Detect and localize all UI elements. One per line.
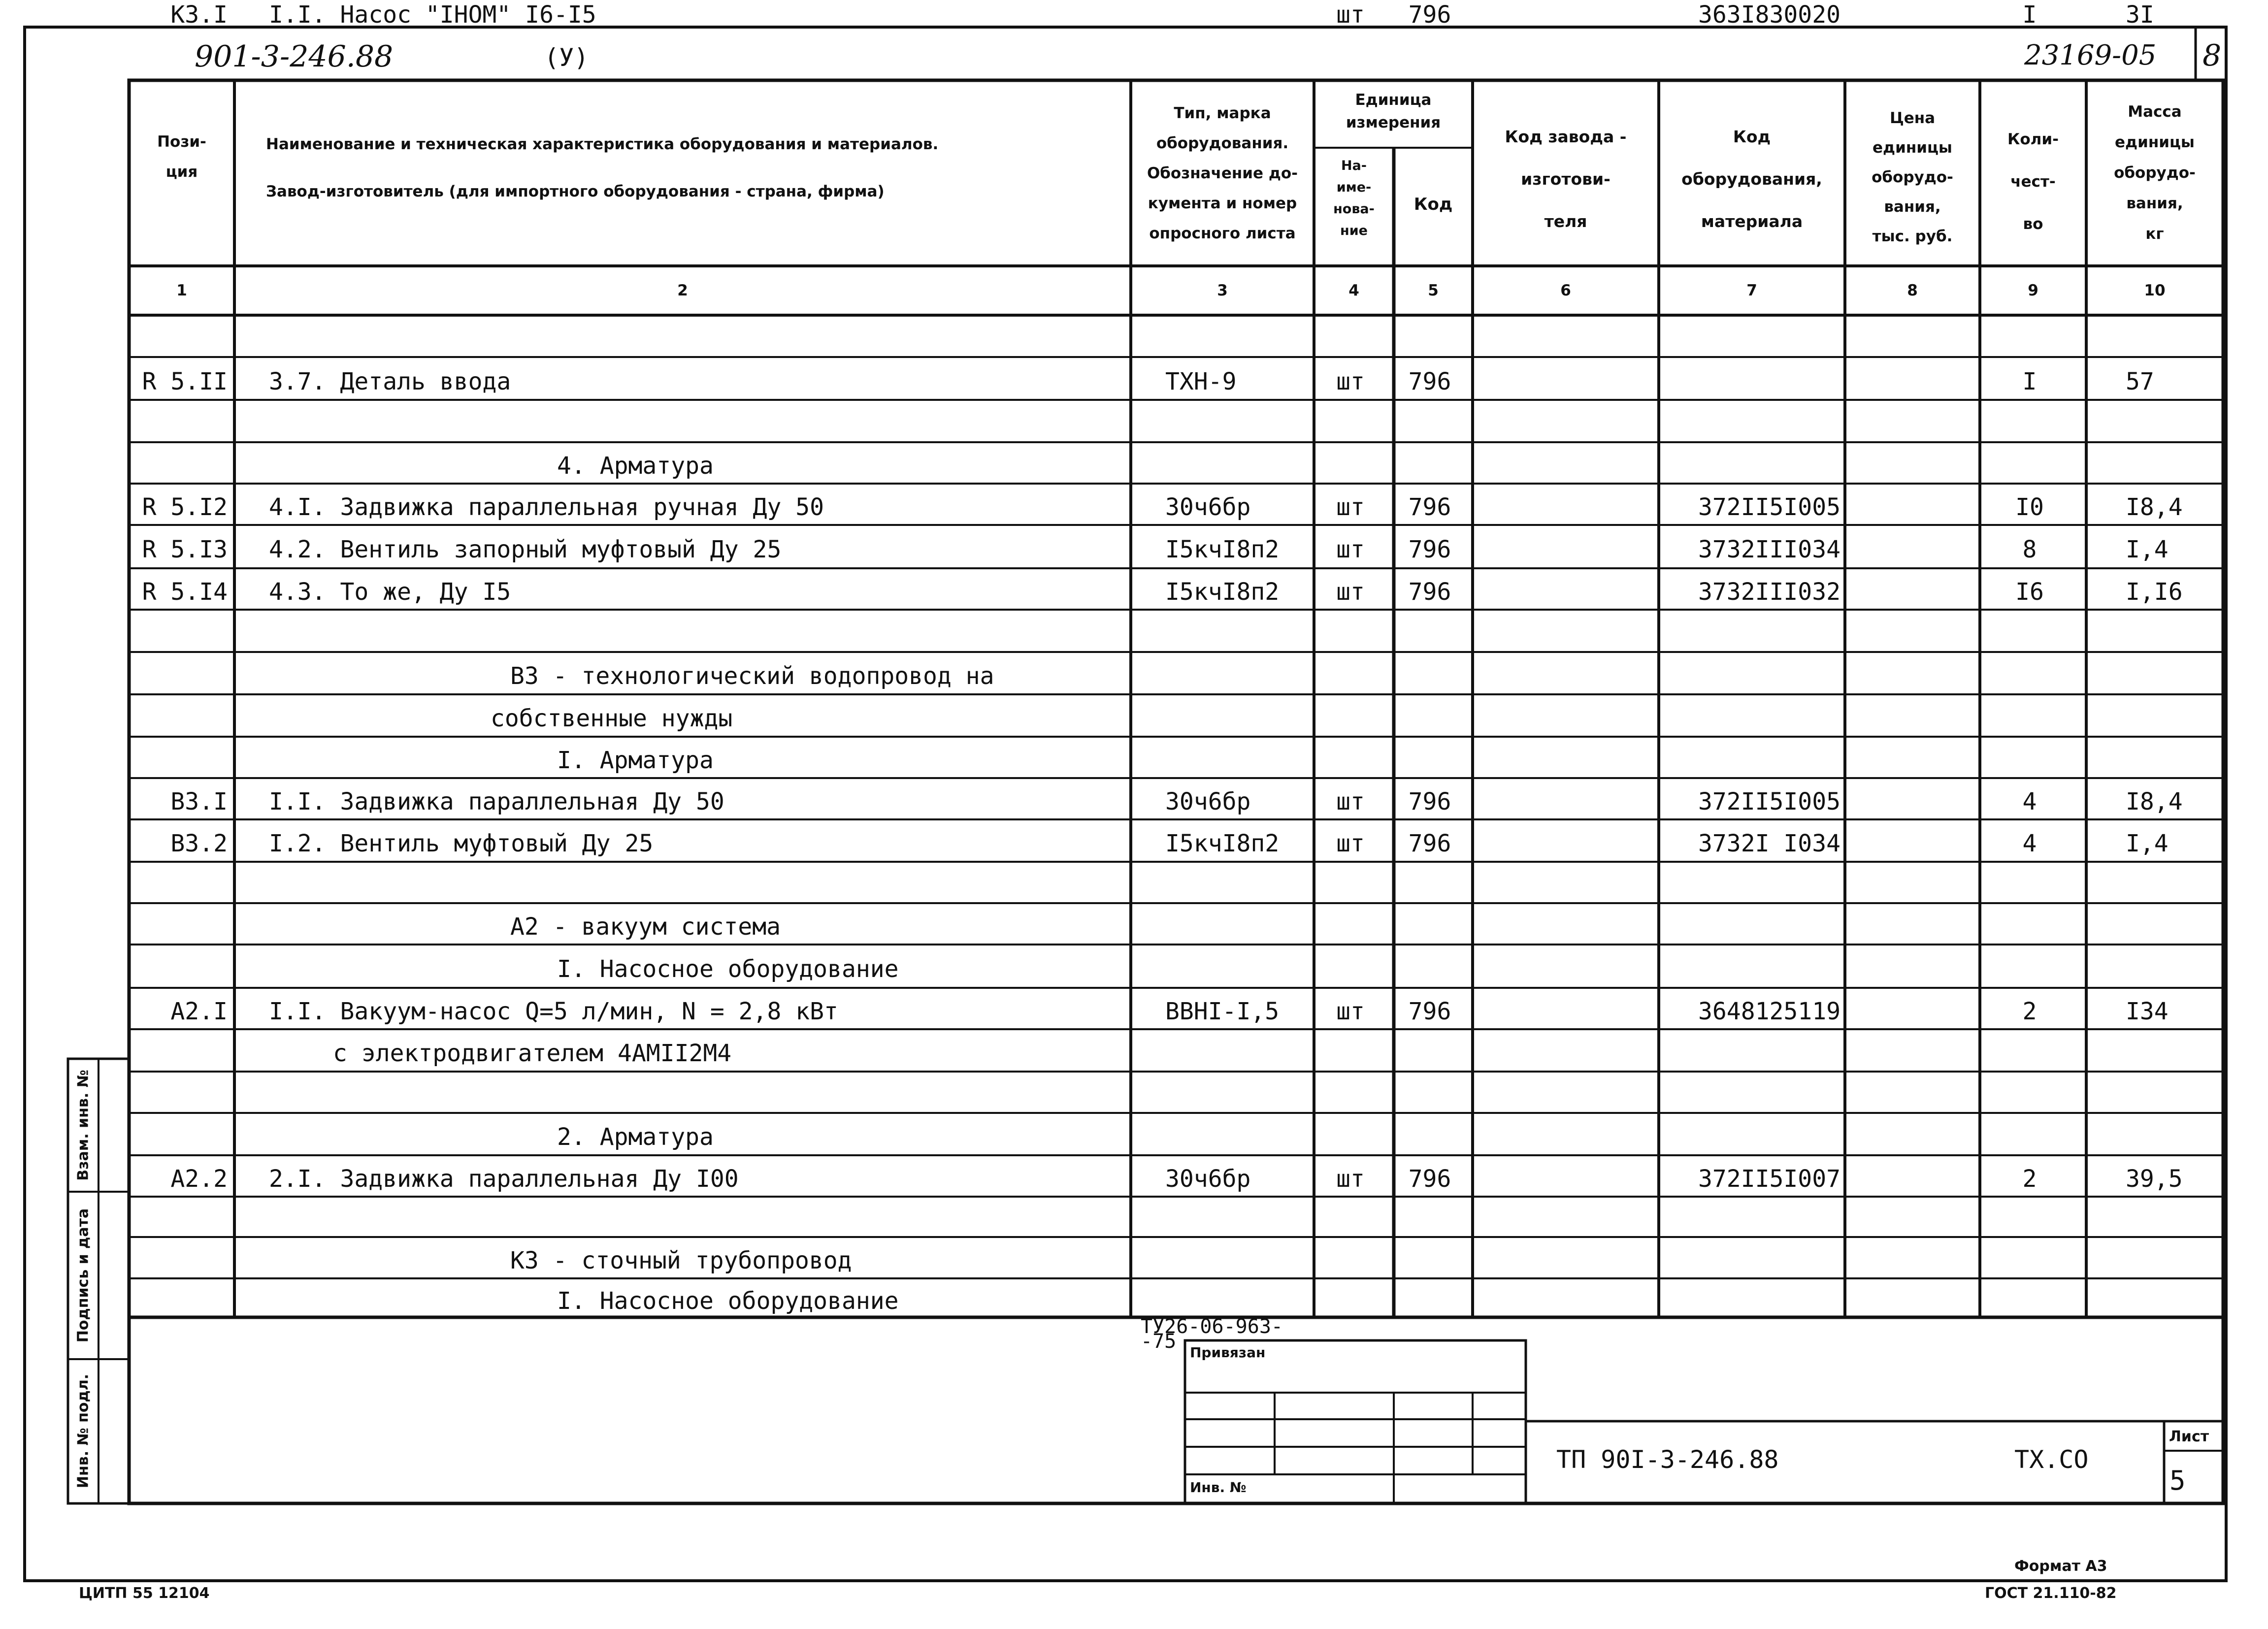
col-header-type: Тип, марка оборудования. Обозначение до- кумента и номер опросного листа (1147, 104, 1298, 242)
cell-mass: 3I (2126, 1, 2154, 29)
sheet-label: Лист (2169, 1428, 2209, 1445)
cell-unit: шт (1336, 493, 1365, 521)
col-number: 10 (2144, 282, 2166, 299)
col-header-equip-code: Код оборудования, материала (1681, 127, 1822, 231)
cell-qty: I0 (2015, 493, 2044, 521)
cell-type: 30ч6бр (1165, 493, 1251, 521)
cell-mass: I8,4 (2126, 788, 2183, 815)
cell-pos: R 5.I2 (142, 493, 228, 521)
sheet-number: 5 (2169, 1465, 2186, 1496)
col-number: 8 (1907, 282, 1918, 299)
cell-code: 796 (1408, 1, 1451, 29)
cell-pos: А2.I (170, 998, 228, 1025)
cell-name: 4. Арматура (557, 452, 714, 480)
col-number: 3 (1217, 282, 1228, 299)
cell-qty: 8 (2022, 536, 2037, 563)
col-header-unit-code: Код (1413, 195, 1453, 214)
cell-name: I. Насосное оборудование (557, 955, 899, 983)
col-header-factory: Код завода - изготови- теля (1505, 127, 1627, 231)
cell-code: 796 (1408, 998, 1451, 1025)
cell-unit: шт (1336, 1165, 1365, 1193)
col-number: 4 (1348, 282, 1359, 299)
cell-name: 4.I. Задвижка параллельная ручная Ду 50 (269, 493, 824, 521)
cell-type: ТХН-9 (1165, 367, 1237, 395)
cell-pos: R 5.II (142, 367, 228, 395)
cell-name: В3 - технологический водопровод на (510, 662, 994, 690)
col-header-qty: Коли- чест- во (2007, 130, 2059, 233)
archive-code: 23169-05 (2024, 39, 2157, 71)
inv-no-label: Инв. № (1190, 1479, 1247, 1496)
cell-unit: шт (1336, 998, 1365, 1025)
cell-unit: шт (1336, 536, 1365, 563)
cell-qty: I6 (2015, 578, 2044, 606)
cell-code: 796 (1408, 788, 1451, 815)
col-number: 9 (2028, 282, 2038, 299)
cell-mass: I8,4 (2126, 493, 2183, 521)
cell-code: 796 (1408, 493, 1451, 521)
cell-unit: шт (1336, 830, 1365, 857)
cell-mass: I34 (2126, 998, 2169, 1025)
cell-qty: 2 (2022, 1165, 2037, 1193)
cell-name: 2.I. Задвижка параллельная Ду I00 (269, 1165, 739, 1193)
title-mark: ТХ.СО (2014, 1445, 2089, 1474)
cell-name: I. Насосное оборудование (557, 1287, 899, 1315)
cell-name: I. Арматура (557, 747, 714, 774)
cell-qty: I (2022, 367, 2037, 395)
col-header-unit-name: На- име- нова- ние (1333, 158, 1375, 238)
stamp-inv-podl: Инв. № подл. (74, 1373, 92, 1489)
cell-equip: 372II5I005 (1698, 493, 1841, 521)
cell-type: I5кчI8п2 (1165, 536, 1280, 563)
doc-mark: (У) (544, 43, 589, 72)
footer-gost: ГОСТ 21.110-82 (1985, 1585, 2117, 1602)
privyazan-label: Привязан (1190, 1344, 1266, 1361)
cell-name: I.2. Вентиль муфтовый Ду 25 (269, 830, 654, 857)
cell-name: I.I. Насос "IНОМ" I6-I5 (269, 1, 596, 29)
cell-unit: шт (1336, 1, 1365, 29)
cell-type: 30ч6бр (1165, 1165, 1251, 1193)
cell-name: I.I. Вакуум-насос Q=5 л/мин, N = 2,8 кВт (269, 998, 838, 1025)
doc-code-handwritten: 901-3-246.88 (195, 39, 394, 74)
cell-qty: I (2022, 1, 2037, 29)
cell-pos: R 5.I4 (142, 578, 228, 606)
cell-name: 2. Арматура (557, 1123, 714, 1151)
footer-format: Формат А3 (2014, 1558, 2107, 1575)
cell-type: 30ч6бр (1165, 788, 1251, 815)
cell-name: А2 - вакуум система (510, 913, 781, 941)
cell-name: с электродвигателем 4АМII2М4 (333, 1040, 732, 1067)
cell-name: К3 - сточный трубопровод (510, 1247, 852, 1274)
cell-name: собственные нужды (491, 705, 733, 732)
cell-type: ВВНI-I,5 (1165, 998, 1280, 1025)
cell-type: I5кчI8п2 (1165, 830, 1280, 857)
stamp-vzam-inv: Взам. инв. № (74, 1070, 92, 1181)
cell-pos: А2.2 (170, 1165, 228, 1193)
cell-type: ТУ26-06-963- -75 (1141, 1315, 1283, 1353)
cell-mass: I,4 (2126, 536, 2169, 563)
cell-qty: 4 (2022, 788, 2037, 815)
cell-mass: I,4 (2126, 830, 2169, 857)
stamp-signature-date: Подпись и дата (74, 1208, 92, 1343)
cell-equip: 372II5I007 (1698, 1165, 1841, 1193)
cell-code: 796 (1408, 367, 1451, 395)
cell-pos: R 5.I3 (142, 536, 228, 563)
cell-pos: В3.2 (170, 830, 228, 857)
cell-name: I.I. Задвижка параллельная Ду 50 (269, 788, 724, 815)
col-number: 5 (1428, 282, 1439, 299)
col-header-name: Наименование и техническая характеристика оборудования и материалов. Завод-изготовитель (для импортного оборудования - страна, фирма) (266, 135, 939, 200)
col-header-price: Цена единицы оборудо- вания, тыс. руб. (1872, 109, 1953, 245)
cell-unit: шт (1336, 578, 1365, 606)
cell-equip: 3648125119 (1698, 998, 1841, 1025)
col-number: 7 (1746, 282, 1757, 299)
cell-equip: 3732III032 (1698, 578, 1841, 606)
cell-equip: 3732I I034 (1698, 830, 1841, 857)
cell-code: 796 (1408, 536, 1451, 563)
cell-qty: 2 (2022, 998, 2037, 1025)
cell-pos: В3.I (170, 788, 228, 815)
title-doc-number: ТП 90I-3-246.88 (1556, 1445, 1779, 1474)
sheet-corner-number: 8 (2202, 38, 2222, 73)
col-header-mass: Масса единицы оборудо- вания, кг (2114, 103, 2196, 243)
cell-unit: шт (1336, 367, 1365, 395)
col-number: 1 (176, 282, 187, 299)
cell-qty: 4 (2022, 830, 2037, 857)
cell-code: 796 (1408, 578, 1451, 606)
cell-mass: I,I6 (2126, 578, 2183, 606)
cell-code: 796 (1408, 830, 1451, 857)
cell-equip: 363I830020 (1698, 1, 1841, 29)
cell-unit: шт (1336, 788, 1365, 815)
col-header-pos: Пози- ция (157, 133, 206, 181)
cell-name: 4.3. То же, Ду I5 (269, 578, 511, 606)
col-number: 6 (1560, 282, 1571, 299)
cell-mass: 57 (2126, 367, 2154, 395)
cell-equip: 3732III034 (1698, 536, 1841, 563)
cell-pos: К3.I (170, 1, 228, 29)
cell-equip: 372II5I005 (1698, 788, 1841, 815)
cell-name: 4.2. Вентиль запорный муфтовый Ду 25 (269, 536, 782, 563)
cell-type: I5кчI8п2 (1165, 578, 1280, 606)
cell-code: 796 (1408, 1165, 1451, 1193)
footer-left-code: ЦИТП 55 12104 (79, 1585, 210, 1602)
col-number: 2 (677, 282, 688, 299)
cell-name: 3.7. Деталь ввода (269, 367, 511, 395)
col-header-unit: Единица измерения (1346, 91, 1441, 131)
cell-mass: 39,5 (2126, 1165, 2183, 1193)
